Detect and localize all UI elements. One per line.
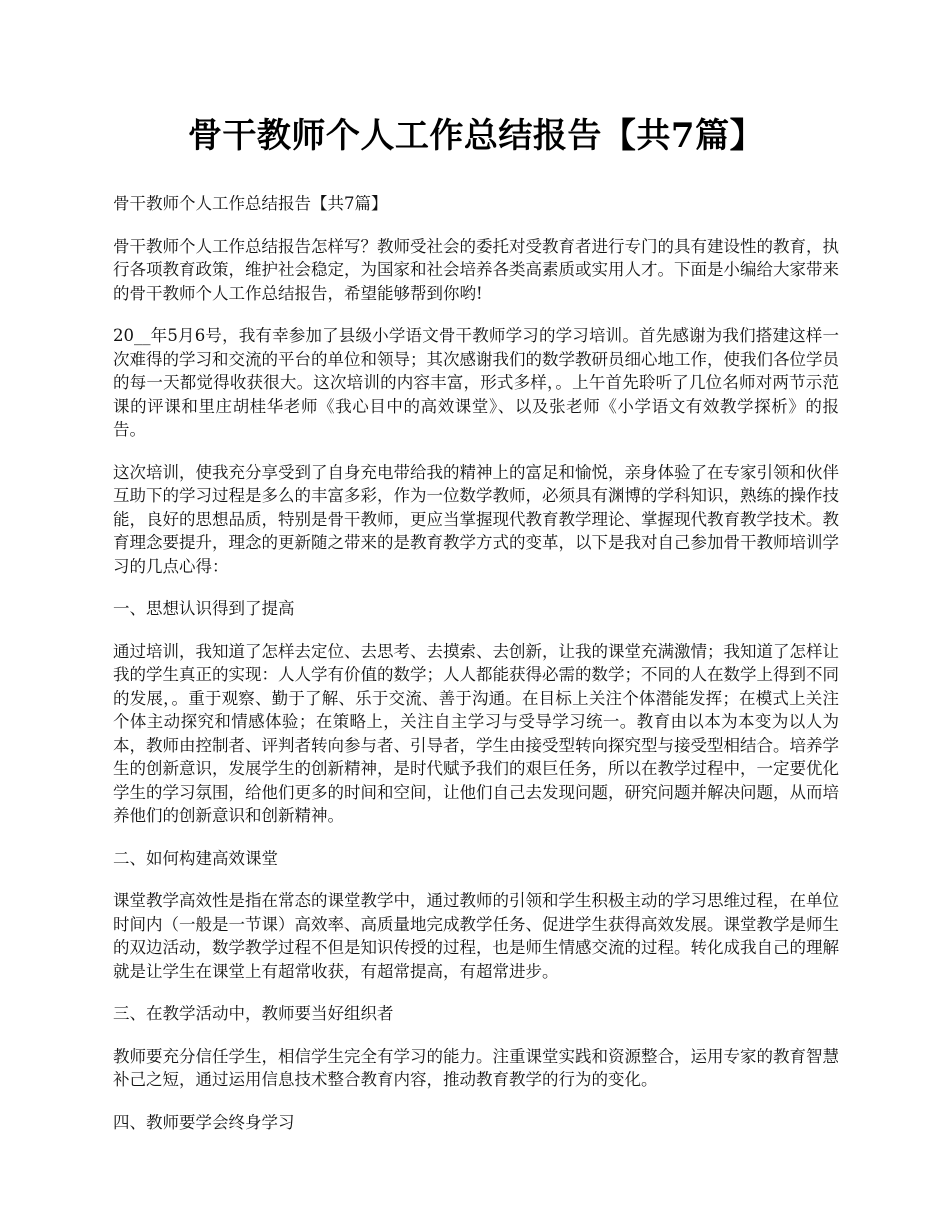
section-body: 通过培训，我知道了怎样去定位、去思考、去摸索、去创新，让我的课堂充满激情；我知道了怎样让我的学生真正的实现：人人学有价值的数学；人人都能获得必需的数学；不同的人在数学上得到不同的发展，。重于观察、勤于了解、乐于交流、善于沟通。在目标上关注个体潜能发挥；在模式上关注个体主动探究和情感体验；在策略上，关注自主学习与受导学习统一。教育由以本为本变为以人为本，教师由控制者、评判者转向参与者、引导者，学生由接受型转向探究型与接受型相结合。培养学生的创新意识，发展学生的创新精神，是时代赋予我们的艰巨任务，所以在教学过程中，一定要优化学生的学习氛围，给他们更多的时间和空间，让他们自己去发现问题，研究问题并解决问题，从而培养他们的创新意识和创新精神。 (113, 641, 839, 825)
section-body: 教师要充分信任学生，相信学生完全有学习的能力。注重课堂实践和资源整合，运用专家的教育智慧补己之短，通过运用信息技术整合教育内容，推动教育教学的行为的变化。 (113, 1046, 839, 1089)
section-body: 课堂教学高效性是指在常态的课堂教学中，通过教师的引领和学生积极主动的学习思维过程，在单位时间内（一般是一节课）高效率、高质量地完成教学任务、促进学生获得高效发展。课堂教学是师生的双边活动，数学教学过程不但是知识传授的过程，也是师生情感交流的过程。转化成我自己的理解就是让学生在课堂上有超常收获，有超常提高，有超常进步。 (113, 891, 839, 981)
body-paragraph: 20__年5月6号，我有幸参加了县级小学语文骨干教师学习的学习培训。首先感谢为我们搭建这样一次难得的学习和交流的平台的单位和领导；其次感谢我们的数学教研员细心地工作，使我们各位学员的每一天都觉得收获很大。这次培训的内容丰富，形式多样，。上午首先聆听了几位名师对两节示范课的评课和里庄胡桂华老师《我心目中的高效课堂》、以及张老师《小学语文有效教学探析》的报告。 (113, 326, 839, 439)
document-page (113, 112, 839, 1153)
section-heading: 二、如何构建高效课堂 (113, 848, 278, 868)
document-title: 骨干教师个人工作总结报告【共7篇】 (187, 116, 765, 156)
section-heading: 三、在教学活动中，教师要当好组织者 (113, 1004, 394, 1023)
document-subtitle: 骨干教师个人工作总结报告【共7篇】 (113, 194, 388, 213)
section-heading: 四、教师要学会终身学习 (113, 1112, 295, 1132)
section-heading: 一、思想认识得到了提高 (113, 599, 295, 618)
body-paragraph: 这次培训，使我充分享受到了自身充电带给我的精神上的富足和愉悦，亲身体验了在专家引领和伙伴互助下的学习过程是多么的丰富多彩，作为一位数学教师，必须具有渊博的学科知识，熟练的操作技能，良好的思想品质，特别是骨干教师，更应当掌握现代教育教学理论、掌握现代教育教学技术。教育理念要提升，理念的更新随之带来的是教育教学方式的变革，以下是我对自己参加骨干教师培训学习的几点心得： (113, 462, 839, 576)
intro-paragraph: 骨干教师个人工作总结报告怎样写？教师受社会的委托对受教育者进行专门的具有建设性的教育，执行各项教育政策，维护社会稳定，为国家和社会培养各类高素质或实用人才。下面是小编给大家带来的骨干教师个人工作总结报告，希望能够帮到你哟! (113, 236, 839, 303)
